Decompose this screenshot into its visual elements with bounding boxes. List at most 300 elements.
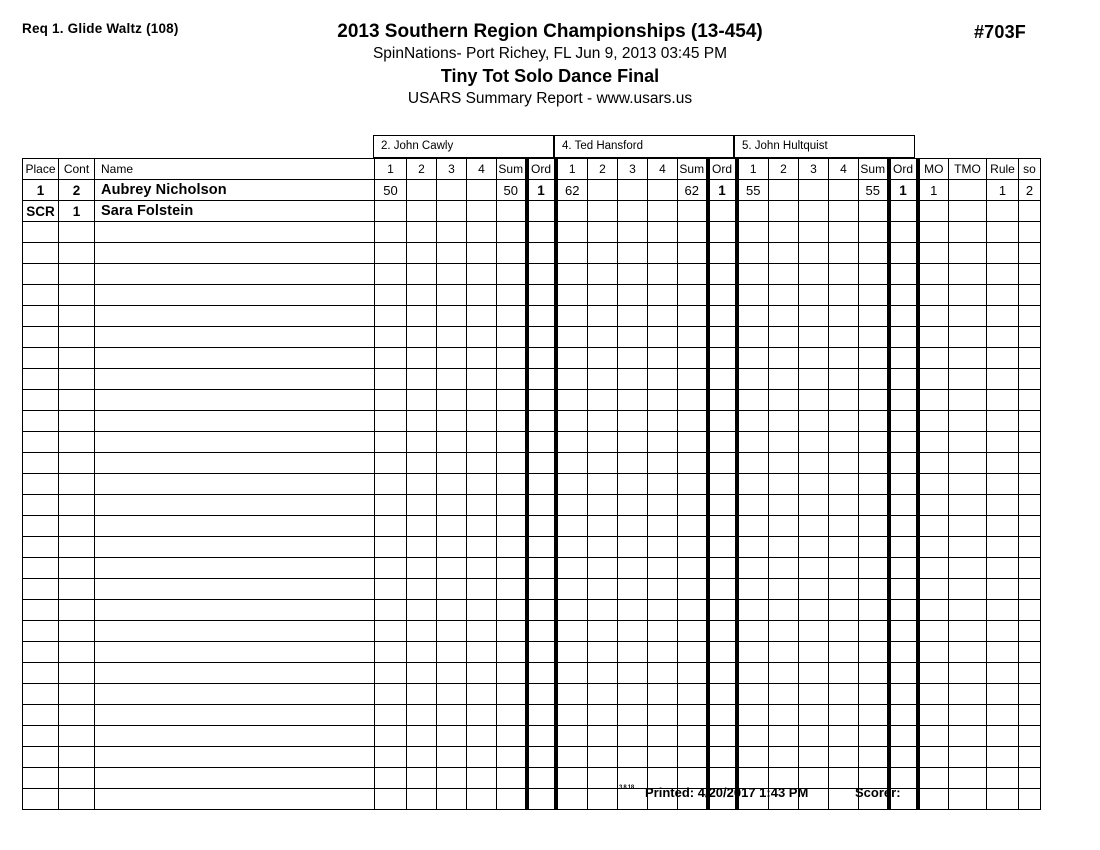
cell-empty[interactable] [708,705,737,726]
cell-empty[interactable] [708,495,737,516]
cell-j2-ord[interactable]: 1 [708,180,737,201]
cell-empty[interactable] [799,285,829,306]
cell-empty[interactable] [1019,642,1041,663]
cell-empty[interactable] [648,495,678,516]
cell-empty[interactable] [437,222,467,243]
cell-empty[interactable] [799,411,829,432]
cell-empty[interactable] [987,726,1019,747]
cell-empty[interactable] [949,558,987,579]
cell-empty[interactable] [918,285,949,306]
cell-empty[interactable] [769,369,799,390]
cell-empty[interactable] [987,558,1019,579]
cell-empty[interactable] [987,537,1019,558]
cell-empty[interactable] [829,411,859,432]
cell-empty[interactable] [708,243,737,264]
cell-empty[interactable] [59,306,95,327]
table-row-empty[interactable] [23,264,1041,285]
cell-empty[interactable] [467,642,497,663]
cell-empty[interactable] [588,411,618,432]
cell-empty[interactable] [556,432,588,453]
cell-empty[interactable] [648,621,678,642]
cell-empty[interactable] [1019,243,1041,264]
cell-j3-d3[interactable] [799,201,829,222]
cell-empty[interactable] [467,453,497,474]
cell-empty[interactable] [648,222,678,243]
cell-j2-d2[interactable] [588,201,618,222]
cell-empty[interactable] [23,747,59,768]
cell-empty[interactable] [918,390,949,411]
cell-empty[interactable] [497,369,527,390]
cell-empty[interactable] [1019,684,1041,705]
cell-empty[interactable] [648,663,678,684]
cell-empty[interactable] [737,306,769,327]
cell-empty[interactable] [859,369,889,390]
cell-j2-ord[interactable] [708,201,737,222]
cell-empty[interactable] [467,579,497,600]
cell-empty[interactable] [437,369,467,390]
cell-empty[interactable] [949,705,987,726]
cell-empty[interactable] [987,243,1019,264]
cell-empty[interactable] [918,726,949,747]
cell-empty[interactable] [737,516,769,537]
cell-empty[interactable] [648,285,678,306]
cell-empty[interactable] [708,264,737,285]
cell-j2-d4[interactable] [648,201,678,222]
cell-empty[interactable] [497,537,527,558]
table-row-empty[interactable] [23,495,1041,516]
cell-empty[interactable] [497,348,527,369]
cell-empty[interactable] [556,495,588,516]
cell-empty[interactable] [648,642,678,663]
cell-empty[interactable] [618,663,648,684]
cell-empty[interactable] [708,432,737,453]
cell-empty[interactable] [889,306,918,327]
cell-empty[interactable] [497,579,527,600]
cell-empty[interactable] [588,579,618,600]
cell-empty[interactable] [527,348,556,369]
cell-empty[interactable] [527,537,556,558]
cell-empty[interactable] [588,285,618,306]
cell-empty[interactable] [95,348,375,369]
cell-empty[interactable] [527,432,556,453]
cell-empty[interactable] [987,474,1019,495]
cell-empty[interactable] [859,474,889,495]
cell-empty[interactable] [437,684,467,705]
cell-empty[interactable] [799,705,829,726]
cell-empty[interactable] [467,474,497,495]
cell-empty[interactable] [527,390,556,411]
cell-empty[interactable] [437,537,467,558]
cell-empty[interactable] [829,327,859,348]
table-row-empty[interactable] [23,621,1041,642]
cell-empty[interactable] [769,495,799,516]
cell-empty[interactable] [407,285,437,306]
cell-empty[interactable] [859,306,889,327]
cell-empty[interactable] [918,663,949,684]
cell-empty[interactable] [375,390,407,411]
cell-empty[interactable] [889,264,918,285]
cell-empty[interactable] [829,495,859,516]
cell-empty[interactable] [1019,264,1041,285]
cell-empty[interactable] [799,243,829,264]
cell-empty[interactable] [618,642,648,663]
cell-empty[interactable] [859,642,889,663]
cell-empty[interactable] [889,663,918,684]
cell-empty[interactable] [23,474,59,495]
cell-empty[interactable] [1019,516,1041,537]
cell-empty[interactable] [95,621,375,642]
cell-empty[interactable] [437,663,467,684]
cell-empty[interactable] [556,747,588,768]
cell-empty[interactable] [1019,348,1041,369]
cell-empty[interactable] [59,453,95,474]
cell-empty[interactable] [987,285,1019,306]
cell-empty[interactable] [889,474,918,495]
cell-empty[interactable] [618,474,648,495]
cell-empty[interactable] [588,222,618,243]
cell-empty[interactable] [95,726,375,747]
cell-empty[interactable] [407,726,437,747]
cell-empty[interactable] [618,684,648,705]
cell-empty[interactable] [678,390,708,411]
cell-so[interactable]: 2 [1019,180,1041,201]
cell-empty[interactable] [556,600,588,621]
cell-empty[interactable] [987,600,1019,621]
cell-empty[interactable] [437,474,467,495]
cell-empty[interactable] [769,621,799,642]
cell-empty[interactable] [467,516,497,537]
cell-empty[interactable] [23,306,59,327]
cell-empty[interactable] [556,306,588,327]
cell-empty[interactable] [918,411,949,432]
cell-empty[interactable] [799,537,829,558]
cell-empty[interactable] [859,579,889,600]
cell-empty[interactable] [527,600,556,621]
cell-empty[interactable] [987,747,1019,768]
cell-empty[interactable] [407,621,437,642]
cell-empty[interactable] [737,600,769,621]
cell-empty[interactable] [437,747,467,768]
cell-empty[interactable] [769,243,799,264]
cell-empty[interactable] [708,579,737,600]
cell-empty[interactable] [556,264,588,285]
cell-empty[interactable] [407,537,437,558]
cell-empty[interactable] [497,264,527,285]
cell-empty[interactable] [799,558,829,579]
cell-empty[interactable] [407,600,437,621]
cell-empty[interactable] [467,663,497,684]
cell-empty[interactable] [949,327,987,348]
cell-empty[interactable] [799,621,829,642]
cell-empty[interactable] [588,474,618,495]
cell-j1-d4[interactable] [467,201,497,222]
cell-cont[interactable]: 1 [59,201,95,222]
cell-empty[interactable] [95,285,375,306]
cell-empty[interactable] [407,327,437,348]
cell-empty[interactable] [23,516,59,537]
cell-empty[interactable] [23,663,59,684]
cell-empty[interactable] [588,558,618,579]
cell-empty[interactable] [799,726,829,747]
cell-empty[interactable] [918,474,949,495]
table-row-empty[interactable] [23,411,1041,432]
cell-empty[interactable] [556,327,588,348]
cell-empty[interactable] [497,222,527,243]
cell-empty[interactable] [889,495,918,516]
cell-empty[interactable] [588,390,618,411]
cell-empty[interactable] [59,474,95,495]
cell-empty[interactable] [829,348,859,369]
cell-empty[interactable] [987,411,1019,432]
cell-empty[interactable] [678,579,708,600]
cell-empty[interactable] [527,558,556,579]
cell-empty[interactable] [1019,474,1041,495]
cell-j3-ord[interactable] [889,201,918,222]
cell-empty[interactable] [987,453,1019,474]
cell-j3-d1[interactable] [737,201,769,222]
cell-empty[interactable] [918,243,949,264]
cell-empty[interactable] [437,264,467,285]
cell-empty[interactable] [889,558,918,579]
cell-empty[interactable] [918,516,949,537]
cell-j1-sum[interactable]: 50 [497,180,527,201]
cell-empty[interactable] [949,537,987,558]
cell-empty[interactable] [588,327,618,348]
cell-empty[interactable] [648,453,678,474]
cell-j3-d3[interactable] [799,180,829,201]
cell-empty[interactable] [618,747,648,768]
cell-empty[interactable] [889,516,918,537]
cell-empty[interactable] [527,684,556,705]
cell-empty[interactable] [437,327,467,348]
cell-empty[interactable] [949,285,987,306]
cell-empty[interactable] [618,537,648,558]
cell-empty[interactable] [23,222,59,243]
cell-empty[interactable] [618,327,648,348]
cell-empty[interactable] [375,537,407,558]
cell-empty[interactable] [23,243,59,264]
cell-empty[interactable] [527,579,556,600]
cell-empty[interactable] [918,684,949,705]
cell-empty[interactable] [59,579,95,600]
cell-empty[interactable] [95,537,375,558]
cell-empty[interactable] [918,537,949,558]
cell-empty[interactable] [1019,390,1041,411]
cell-empty[interactable] [23,453,59,474]
cell-empty[interactable] [648,474,678,495]
cell-empty[interactable] [769,222,799,243]
table-row-empty[interactable] [23,369,1041,390]
cell-empty[interactable] [769,453,799,474]
cell-empty[interactable] [829,537,859,558]
cell-empty[interactable] [918,642,949,663]
cell-empty[interactable] [556,369,588,390]
cell-empty[interactable] [678,348,708,369]
cell-empty[interactable] [859,600,889,621]
cell-empty[interactable] [949,747,987,768]
cell-empty[interactable] [708,558,737,579]
cell-empty[interactable] [437,495,467,516]
cell-empty[interactable] [949,474,987,495]
cell-empty[interactable] [407,243,437,264]
cell-empty[interactable] [859,432,889,453]
cell-j1-ord[interactable] [527,201,556,222]
cell-empty[interactable] [829,600,859,621]
cell-empty[interactable] [769,684,799,705]
cell-empty[interactable] [59,600,95,621]
cell-empty[interactable] [799,369,829,390]
cell-empty[interactable] [407,684,437,705]
cell-j1-sum[interactable] [497,201,527,222]
cell-empty[interactable] [737,747,769,768]
cell-empty[interactable] [799,663,829,684]
cell-empty[interactable] [889,243,918,264]
cell-empty[interactable] [59,537,95,558]
table-row-empty[interactable] [23,432,1041,453]
cell-empty[interactable] [375,600,407,621]
cell-empty[interactable] [59,327,95,348]
cell-empty[interactable] [678,558,708,579]
cell-empty[interactable] [859,663,889,684]
cell-empty[interactable] [407,264,437,285]
cell-j3-ord[interactable]: 1 [889,180,918,201]
cell-empty[interactable] [678,642,708,663]
cell-empty[interactable] [375,558,407,579]
cell-empty[interactable] [678,726,708,747]
cell-empty[interactable] [949,390,987,411]
cell-empty[interactable] [588,747,618,768]
cell-empty[interactable] [918,306,949,327]
cell-j1-ord[interactable]: 1 [527,180,556,201]
cell-empty[interactable] [987,222,1019,243]
cell-empty[interactable] [556,474,588,495]
cell-empty[interactable] [678,222,708,243]
cell-empty[interactable] [829,579,859,600]
cell-empty[interactable] [708,222,737,243]
cell-empty[interactable] [588,453,618,474]
cell-empty[interactable] [23,264,59,285]
cell-empty[interactable] [1019,285,1041,306]
cell-empty[interactable] [949,579,987,600]
cell-empty[interactable] [949,369,987,390]
cell-empty[interactable] [708,642,737,663]
cell-j1-d2[interactable] [407,201,437,222]
cell-empty[interactable] [95,453,375,474]
cell-empty[interactable] [737,243,769,264]
cell-empty[interactable] [497,726,527,747]
cell-empty[interactable] [737,327,769,348]
cell-empty[interactable] [59,390,95,411]
cell-empty[interactable] [889,453,918,474]
cell-empty[interactable] [556,537,588,558]
cell-empty[interactable] [23,285,59,306]
cell-empty[interactable] [987,642,1019,663]
cell-empty[interactable] [375,495,407,516]
cell-empty[interactable] [618,390,648,411]
cell-empty[interactable] [95,558,375,579]
cell-empty[interactable] [678,432,708,453]
cell-tmo[interactable] [949,201,987,222]
cell-empty[interactable] [708,747,737,768]
cell-j1-d3[interactable] [437,180,467,201]
cell-empty[interactable] [59,411,95,432]
cell-empty[interactable] [918,747,949,768]
cell-empty[interactable] [1019,369,1041,390]
cell-empty[interactable] [497,432,527,453]
cell-j3-sum[interactable]: 55 [859,180,889,201]
cell-empty[interactable] [556,705,588,726]
cell-empty[interactable] [23,579,59,600]
cell-empty[interactable] [648,327,678,348]
cell-empty[interactable] [95,495,375,516]
cell-empty[interactable] [59,243,95,264]
cell-empty[interactable] [859,243,889,264]
cell-empty[interactable] [769,579,799,600]
cell-empty[interactable] [829,684,859,705]
cell-empty[interactable] [708,621,737,642]
cell-empty[interactable] [708,369,737,390]
cell-empty[interactable] [648,579,678,600]
cell-empty[interactable] [407,306,437,327]
cell-empty[interactable] [588,306,618,327]
cell-empty[interactable] [556,621,588,642]
cell-empty[interactable] [95,369,375,390]
cell-empty[interactable] [949,264,987,285]
cell-empty[interactable] [987,327,1019,348]
cell-empty[interactable] [618,516,648,537]
cell-empty[interactable] [737,537,769,558]
cell-j1-d1[interactable]: 50 [375,180,407,201]
cell-empty[interactable] [407,663,437,684]
cell-empty[interactable] [737,369,769,390]
cell-empty[interactable] [556,558,588,579]
cell-empty[interactable] [737,390,769,411]
cell-empty[interactable] [375,579,407,600]
cell-empty[interactable] [497,705,527,726]
cell-empty[interactable] [556,642,588,663]
cell-empty[interactable] [23,495,59,516]
cell-empty[interactable] [889,222,918,243]
cell-empty[interactable] [678,474,708,495]
cell-empty[interactable] [648,306,678,327]
cell-empty[interactable] [918,264,949,285]
cell-empty[interactable] [375,516,407,537]
cell-empty[interactable] [859,684,889,705]
cell-empty[interactable] [618,579,648,600]
cell-empty[interactable] [769,747,799,768]
cell-empty[interactable] [59,747,95,768]
cell-j2-sum[interactable] [678,201,708,222]
cell-empty[interactable] [497,663,527,684]
cell-empty[interactable] [708,663,737,684]
cell-empty[interactable] [527,642,556,663]
cell-empty[interactable] [829,558,859,579]
cell-empty[interactable] [949,516,987,537]
cell-empty[interactable] [648,264,678,285]
cell-so[interactable] [1019,201,1041,222]
cell-rule[interactable]: 1 [987,180,1019,201]
cell-empty[interactable] [23,558,59,579]
cell-empty[interactable] [799,495,829,516]
cell-name[interactable]: Sara Folstein [95,201,375,222]
cell-empty[interactable] [859,453,889,474]
cell-empty[interactable] [769,327,799,348]
table-row-empty[interactable] [23,747,1041,768]
cell-empty[interactable] [467,747,497,768]
cell-empty[interactable] [588,495,618,516]
cell-empty[interactable] [95,747,375,768]
cell-empty[interactable] [527,747,556,768]
